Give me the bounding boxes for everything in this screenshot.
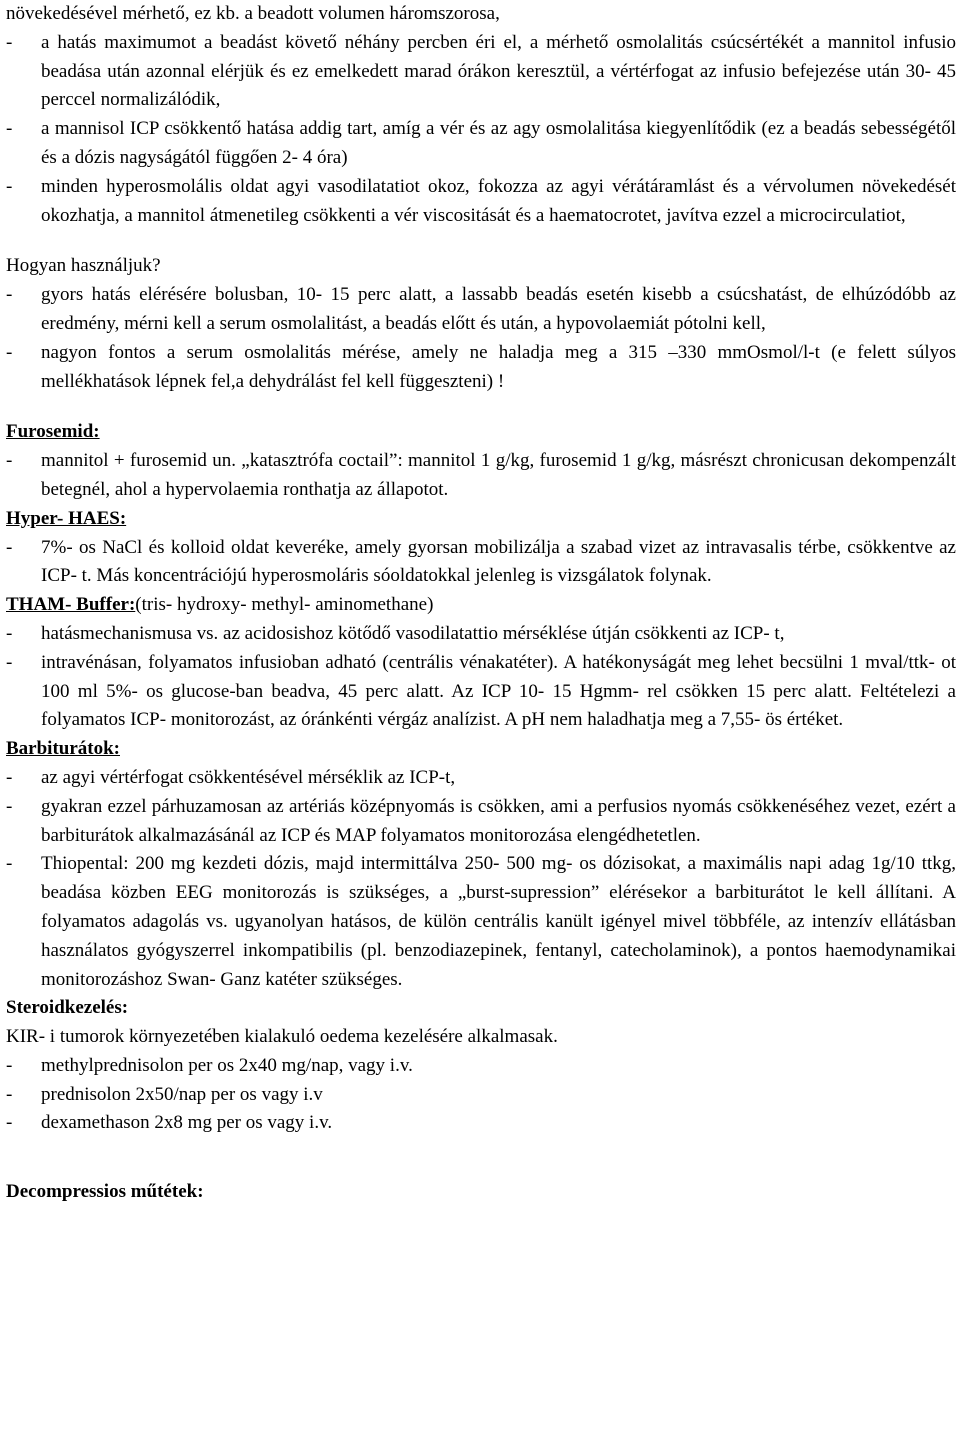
bullet-dash: -	[6, 853, 13, 875]
barbiturates-heading: Barbiturátok:	[6, 738, 120, 760]
list-item	[6, 115, 956, 173]
list-item-text: mannitol + furosemid un. „katasztrófa coctail”: mannitol 1 g/kg, furosemid 1 g/kg, másrészt chronicusan dekompenzált betegnél, ahol a hypervolaemia ronthatja az állapotot.	[41, 450, 956, 500]
bullet-dash: -	[6, 1054, 13, 1076]
list-item-text: minden hyperosmolális oldat agyi vasodilatatiot okoz, fokozza az agyi vérátáramlást és a vérvolumen növekedését okozhatja, a mannitol átmenetileg csökkenti a vér viscositását és a haematocrotet, javítva ezzel a microcirculatiot,	[41, 175, 956, 226]
bullet-dash: -	[6, 450, 13, 472]
list-item	[6, 173, 956, 231]
spacer	[6, 230, 956, 252]
list-item-text: gyors hatás elérésére bolusban, 10- 15 perc alatt, a lassabb beadás esetén kisebb a csúcshatást, de elhúzódóbb az eredmény, mérni kell a serum osmolalitást, a beadás előtt és után, a hypovolaemiát pótolni kell,	[41, 284, 956, 334]
list-item	[6, 764, 956, 793]
list-item-text: a hatás maximumot a beadást követő néhány percben éri el, a mérhető osmolalitás csúcsértékét a mannitol infusio beadása után azonnal elérjük és ez emelkedett marad órákon keresztül, a vértérfogat az infusio befejezése után 30- 45 perccel normalizálódik,	[41, 31, 956, 111]
list-item-text: az agyi vértérfogat csökkentésével mérséklik az ICP-t,	[41, 766, 456, 788]
list-item	[6, 29, 956, 115]
spacer	[6, 1138, 956, 1178]
tham-heading: THAM- Buffer:	[6, 594, 136, 616]
list-item-text: a mannisol ICP csökkentő hatása addig tart, amíg a vér és az agy osmolalitása kiegyenlítődik (ez a beadás sebességétől és a dózis nagyságától függően 2- 4 óra)	[41, 118, 956, 168]
list-item-text: 7%- os NaCl és kolloid oldat keveréke, amely gyorsan mobilizálja a szabad vizet az intravasalis térbe, csökkentve az ICP- t. Más koncentrációjú hyperosmoláris sóoldatokkal jelenleg is vizsgálatok folynak.	[41, 536, 956, 587]
list-item-text: nagyon fontos a serum osmolalitás mérése, amely ne haladja meg a 315 –330 mmOsmol/l-t (e felett súlyos mellékhatások lépnek fel,a dehydrálást fel kell függeszteni) !	[41, 341, 956, 392]
list-item	[6, 793, 956, 851]
list-item	[6, 1109, 956, 1138]
list-item-text: methylprednisolon per os 2x40 mg/nap, vagy i.v.	[41, 1054, 413, 1076]
list-item	[6, 447, 956, 505]
bullet-dash: -	[6, 1112, 13, 1134]
bullet-dash: -	[6, 622, 13, 644]
bullet-dash: -	[6, 1083, 13, 1105]
list-item	[6, 850, 956, 994]
list-item	[6, 620, 956, 649]
list-item-text: dexamethason 2x8 mg per os vagy i.v.	[41, 1112, 333, 1134]
bullet-dash: -	[6, 341, 13, 363]
usage-question: Hogyan használjuk?	[6, 255, 161, 277]
list-item	[6, 339, 956, 397]
list-item	[6, 534, 956, 592]
decompression-heading: Decompressios műtétek:	[6, 1181, 204, 1203]
bullet-dash: -	[6, 175, 13, 197]
list-item	[6, 1081, 956, 1110]
tham-subtitle: (tris- hydroxy- methyl- aminomethane)	[135, 594, 434, 616]
list-item-text: gyakran ezzel párhuzamosan az artériás középnyomás is csökken, ami a perfusios nyomás csökkenéséhez vezet, ezért a barbiturátok alkalmazásánál az ICP és MAP folyamatos monitorozása elengédhetetlen.	[41, 795, 956, 846]
bullet-dash: -	[6, 766, 13, 788]
bullet-dash: -	[6, 536, 13, 558]
bullet-dash: -	[6, 31, 13, 53]
bullet-dash: -	[6, 284, 13, 306]
list-item	[6, 281, 956, 339]
list-item-text: Thiopental: 200 mg kezdeti dózis, majd intermittálva 250- 500 mg- os dózisokat, a maximális napi adag 1g/10 ttkg, beadása közben EEG monitorozás is szükséges, a „burst-supression” elérésekor a barbiturátot le kell állítani. A folyamatos adagolás vs. ugyanolyan hatásos, de külön centrális kanült igényel mivel többféle, az intenzív ellátásban használatos gyógyszerrel inkompatibilis (pl. benzodiazepinek, fentanyl, catecholaminok), a pontos haemodynamikai monitorozáshoz Swan- Ganz katéter szükséges.	[41, 853, 956, 990]
tham-heading-line	[6, 591, 956, 620]
intro-continuation: növekedésével mérhető, ez kb. a beadott volumen háromszorosa,	[6, 3, 500, 24]
list-item	[6, 649, 956, 735]
furosemid-heading: Furosemid:	[6, 421, 100, 443]
bullet-dash: -	[6, 118, 13, 140]
haes-heading: Hyper- HAES:	[6, 507, 127, 529]
list-item	[6, 1052, 956, 1081]
steroid-intro: KIR- i tumorok környezetében kialakuló oedema kezelésére alkalmasak.	[6, 1026, 558, 1048]
bullet-dash: -	[6, 651, 13, 673]
list-item-text: intravénásan, folyamatos infusioban adható (centrális vénakatéter). A hatékonyságát meg lehet becsülni 1 mval/ttk- ot 100 ml 5%- os glucose-ban beadva, 45 perc alatt. Az ICP 10- 15 Hgmm- rel csökken 15 perc alatt. Feltételezi a folyamatos ICP- monitorozást, az óránkénti vérgáz analízist. A pH nem haladhatja meg a 7,55- ös értéket.	[41, 651, 956, 731]
list-item-text: hatásmechanismusa vs. az acidosishoz kötődő vasodilatattio mérséklése útján csökkenti az ICP- t,	[41, 622, 785, 644]
bullet-dash: -	[6, 795, 13, 817]
spacer	[6, 396, 956, 418]
list-item-text: prednisolon 2x50/nap per os vagy i.v	[41, 1083, 323, 1105]
steroid-heading: Steroidkezelés:	[6, 997, 129, 1019]
